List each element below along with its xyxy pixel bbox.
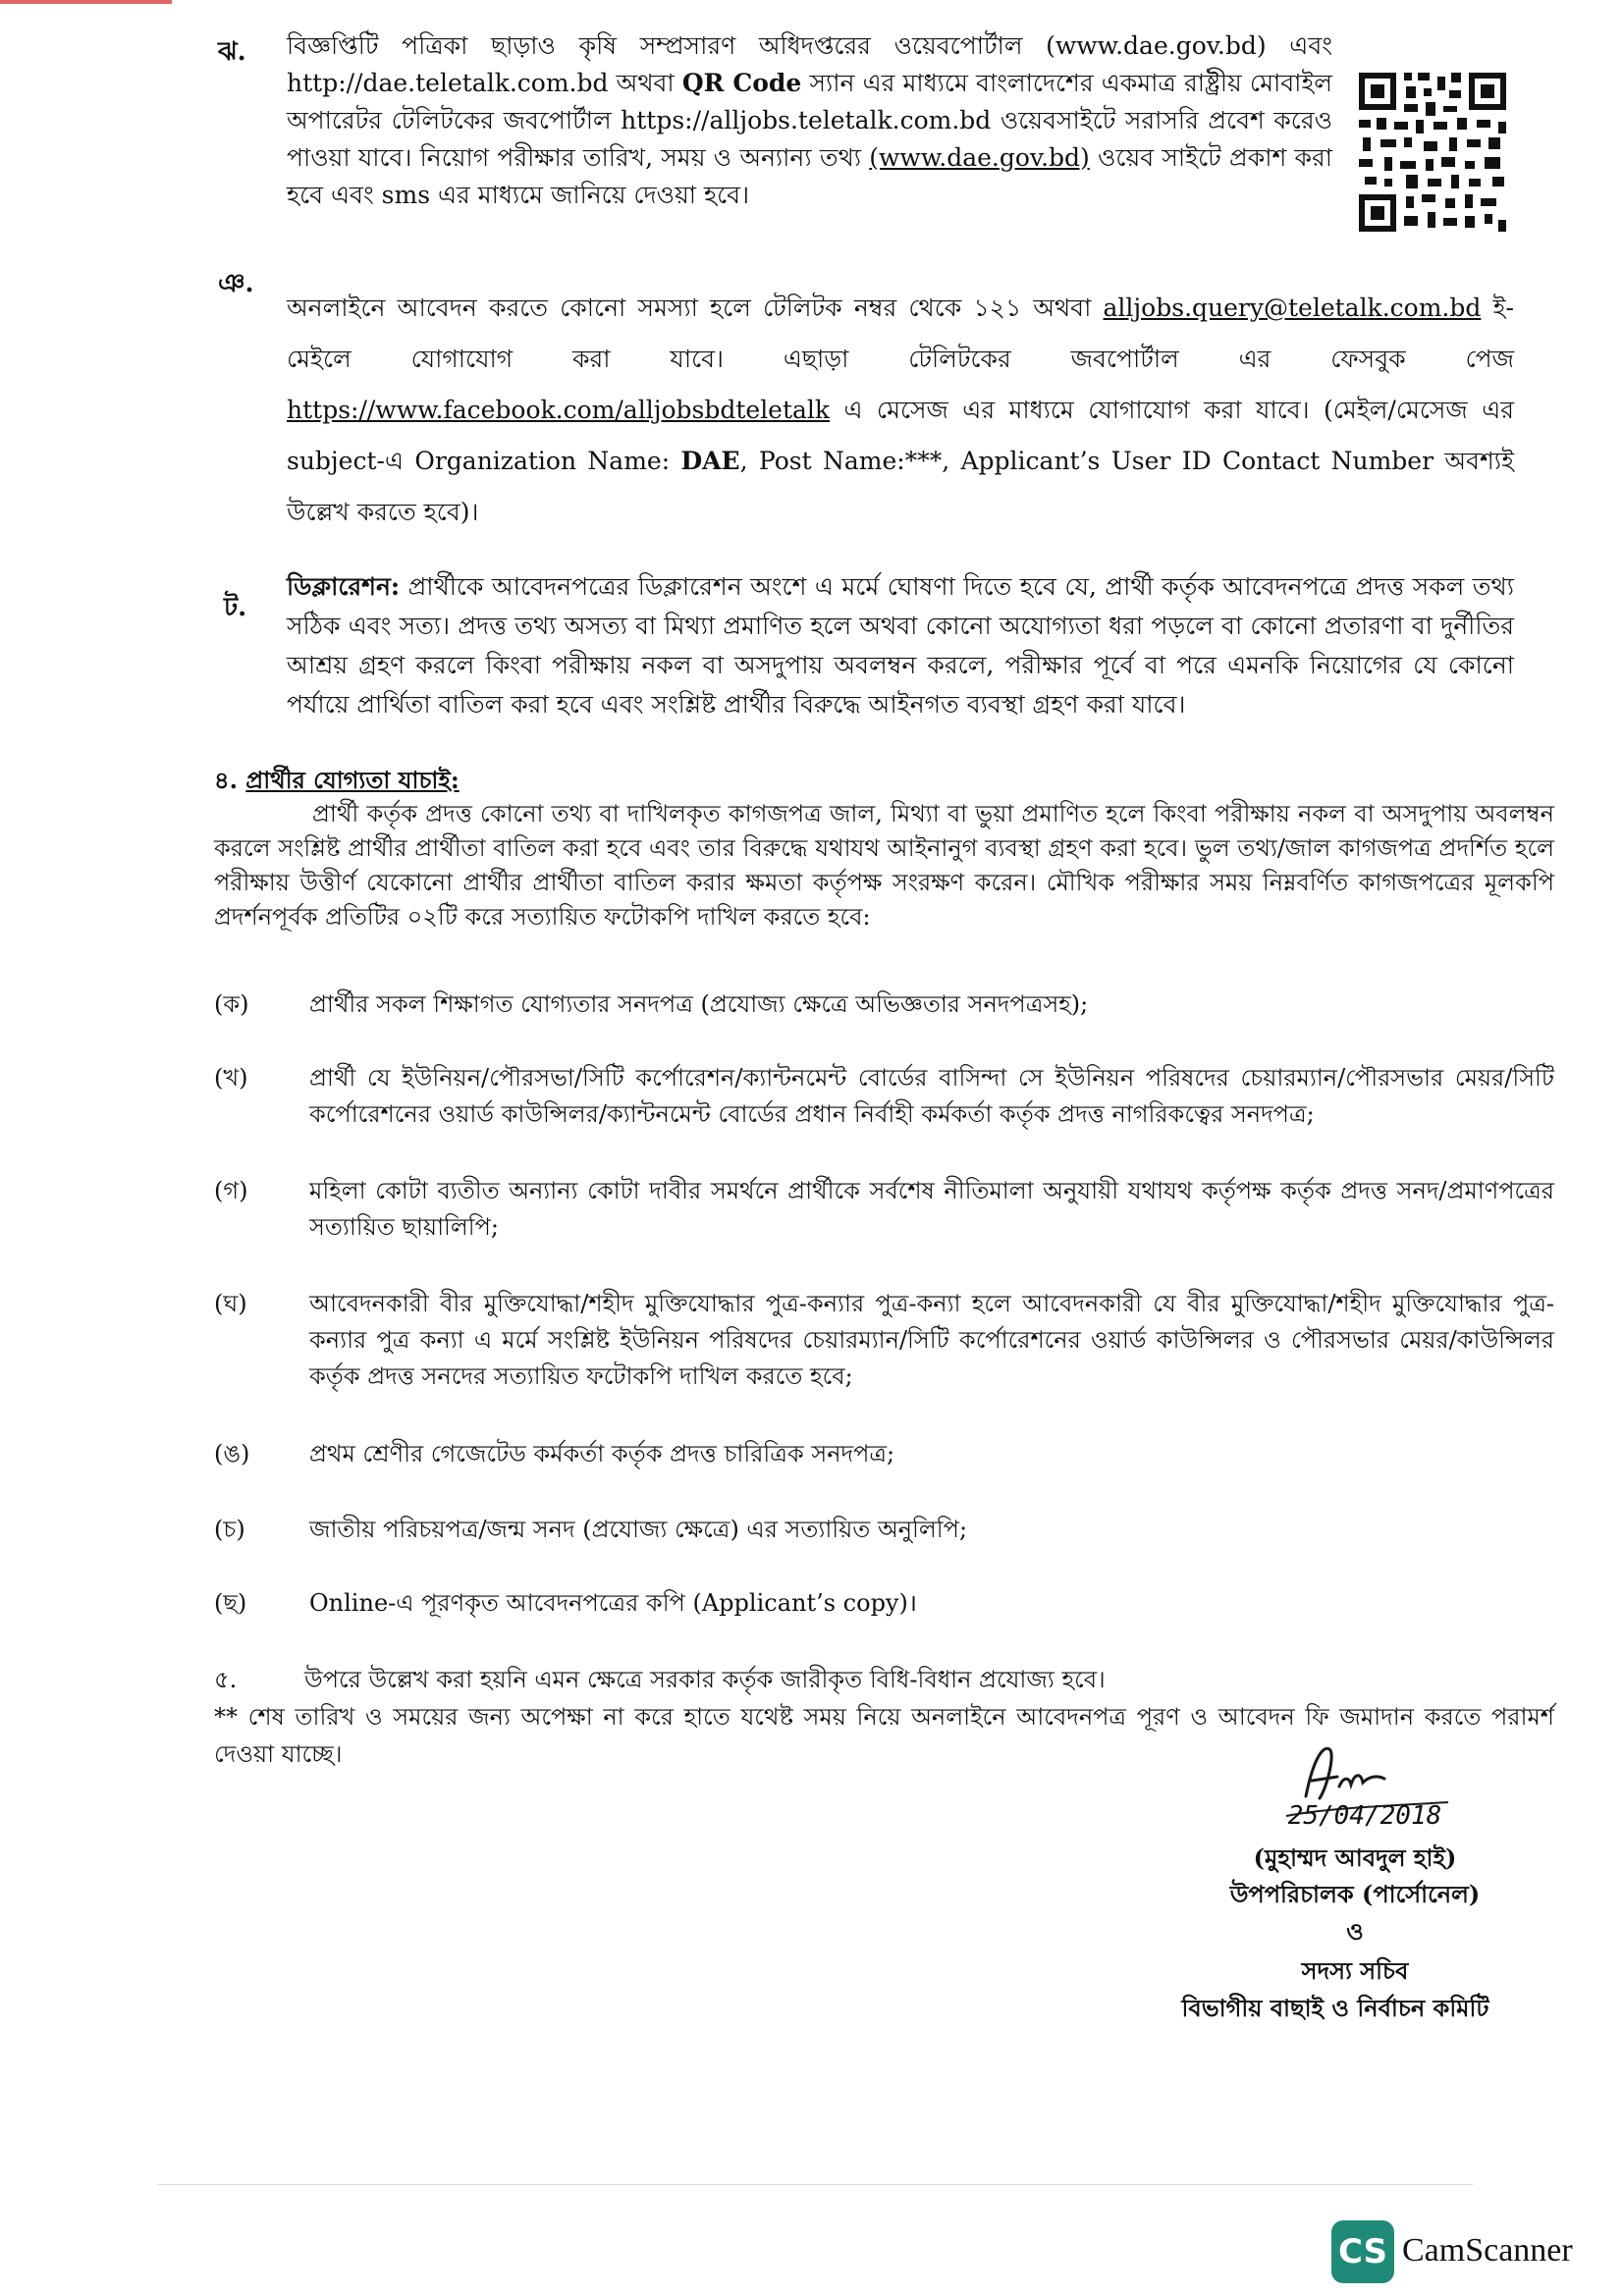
section-ta-marker: ট. xyxy=(224,593,247,622)
section-4-body: প্রার্থী কর্তৃক প্রদত্ত কোনো তথ্য বা দাখিলকৃত কাগজপত্র জাল, মিথ্যা বা ভুয়া প্রমাণিত হলে কিংবা পরীক্ষায় নকল বা অসদুপায় অবলম্বন করলে সংশ্লিষ্ট প্রার্থীর প্রার্থীতা বাতিল করা হবে এবং তার বিরুদ্ধে যথাযথ আইনানুগ ব্যবস্থা গ্রহণ করা হবে। ভুল তথ্য/জাল কাগজপত্র প্রদর্শিত হলে পরীক্ষায় উত্তীর্ণ যেকোনো প্রার্থীর প্রার্থীতা বাতিল করার ক্ষমতা কর্তৃপক্ষ সংরক্ষণ করেন। মৌখিক পরীক্ষার সময় নিম্নবর্ণিত কাগজপত্রের মূলকপি প্রদর্শনপূর্বক প্রতিটির ০২টি করে সত্যায়িত ফটোকপি দাখিল করতে হবে: xyxy=(214,800,1554,931)
section-nya-text-4: , Post Name:***, Applicant’s User ID Contact Number অবশ্যই উল্লেখ করতে হবে)। xyxy=(287,447,1514,526)
section-5-number: ৫. xyxy=(214,1666,238,1693)
section-ta-paragraph xyxy=(287,567,1514,724)
section-jha-text-1: বিজ্ঞপ্তিটি পত্রিকা ছাড়াও কৃষি সম্প্রসারণ অধিদপ্তরের ওয়েবপোর্টাল (www.dae.gov.bd) এবং http://dae.teletalk.com.bd অথবা xyxy=(287,31,1332,97)
list-item-text: প্রথম শ্রেণীর গেজেটেড কর্মকর্তা কর্তৃক প্রদত্ত চারিত্রিক সনদপত্র; xyxy=(309,1440,895,1468)
section-4-title: প্রার্থীর যোগ্যতা যাচাই: xyxy=(245,766,460,794)
signatory-committee: বিভাগীয় বাছাই ও নির্বাচন কমিটি xyxy=(1181,1994,1489,2022)
camscanner-logo-icon: CS xyxy=(1331,2220,1394,2283)
section-jha-text-2: স্যান এর মাধ্যমে বাংলাদেশের একমাত্র রাষ্ট্রীয় মোবাইল অপারেটর টেলিটকের জবপোর্টাল https://alljobs.teletalk.com.bd ওয়েবসাইটে সরাসরি প্রবেশ করেও পাওয়া যাবে। নিয়োগ পরীক্ষার তারিখ, সময় ও অন্যান্য তথ্য xyxy=(287,69,1333,172)
camscanner-watermark: CamScanner xyxy=(1402,2232,1573,2269)
dae-website-link[interactable]: (www.dae.gov.bd) xyxy=(869,143,1090,172)
section-nya-text-1: অনলাইনে আবেদন করতে কোনো সমস্যা হলে টেলিটক নম্বর থেকে ১২১ অথবা xyxy=(287,294,1104,322)
facebook-page-link[interactable]: https://www.facebook.com/alljobsbdteletalk xyxy=(287,396,831,424)
list-item-text: মহিলা কোটা ব্যতীত অন্যান্য কোটা দাবীর সমর্থনে প্রার্থীকে সর্বশেষ নীতিমালা অনুযায়ী যথাযথ কর্তৃপক্ষ কর্তৃক প্রদত্ত সনদ/প্রমাণপত্রের সত্যায়িত ছায়ালিপি; xyxy=(309,1177,1554,1241)
footer-divider xyxy=(157,2184,1473,2185)
section-jha-paragraph xyxy=(287,27,1332,214)
section-4-heading xyxy=(214,763,460,802)
list-item-text: Online-এ পূরণকৃত আবেদনপত্রের কপি (Applicant’s copy)। xyxy=(309,1589,917,1617)
section-4-number: ৪. xyxy=(214,766,238,794)
list-item-label: (ঙ) xyxy=(214,1440,250,1468)
signatory-name: (মুহাম্মদ আবদুল হাই) xyxy=(1253,1843,1457,1872)
list-item-text: প্রার্থীর সকল শিক্ষাগত যোগ্যতার সনদপত্র (প্রযোজ্য ক্ষেত্রে অভিজ্ঞতার সনদপত্রসহ); xyxy=(309,990,1089,1018)
section-jha-text-3: ওয়েব সাইটে প্রকাশ করা হবে এবং sms এর মাধ্যমে জানিয়ে দেওয়া হবে। xyxy=(287,143,1332,209)
signatory-and: ও xyxy=(1346,1917,1364,1946)
advisory-note: ** শেষ তারিখ ও সময়ের জন্য অপেক্ষা না করে হাতে যথেষ্ট সময় নিয়ে অনলাইনে আবেদনপত্র পূরণ ও আবেদন ফি জমাদান করতে পরামর্শ দেওয়া যাচ্ছে। xyxy=(214,1703,1554,1768)
section-nya-text-2: ই-মেইলে যোগাযোগ করা যাবে। এছাড়া টেলিটকের জবপোর্টাল এর ফেসবুক পেজ xyxy=(287,294,1515,373)
declaration-heading: ডিক্লারেশন: xyxy=(287,572,401,601)
list-item-label: (ক) xyxy=(214,990,249,1018)
section-nya-paragraph xyxy=(287,283,1514,538)
list-item-text: আবেদনকারী বীর মুক্তিযোদ্ধা/শহীদ মুক্তিযোদ্ধার পুত্র-কন্যার পুত্র-কন্যা হলে আবেদনকারী যে বীর মুক্তিযোদ্ধা/শহীদ মুক্তিযোদ্ধার পুত্র-কন্যার পুত্র কন্যা এ মর্মে সংশ্লিষ্ট ইউনিয়ন পরিষদের চেয়ারম্যান/সিটি কর্পোরেশনের ওয়ার্ড কাউন্সিলর ও পৌরসভার মেয়র/কাউন্সিলর কর্তৃক প্রদত্ত সনদের সত্যায়িত ফটোকপি দাখিল করতে হবে; xyxy=(309,1290,1554,1390)
qr-code-icon xyxy=(1355,69,1510,236)
list-item-text: প্রার্থী যে ইউনিয়ন/পৌরসভা/সিটি কর্পোরেশন/ক্যান্টনমেন্ট বোর্ডের বাসিন্দা সে ইউনিয়ন পরিষদের চেয়ারম্যান/পৌরসভার মেয়র/সিটি কর্পোরেশনের ওয়ার্ড কাউন্সিলর/ক্যান্টনমেন্ট বোর্ডের প্রধান নির্বাহী কর্মকর্তা কর্তৃক প্রদত্ত নাগরিকত্বের সনদপত্র; xyxy=(309,1064,1554,1128)
list-item-text: জাতীয় পরিচয়পত্র/জন্ম সনদ (প্রযোজ্য ক্ষেত্রে) এর সত্যায়িত অনুলিপি; xyxy=(309,1516,968,1543)
signatory-role: সদস্য সচিব xyxy=(1301,1956,1409,1985)
section-5 xyxy=(214,1662,1106,1701)
organization-name-dae: DAE xyxy=(680,447,740,475)
top-edge-mark xyxy=(0,0,172,4)
section-jha-marker: ঝ. xyxy=(218,37,246,67)
list-item-label: (গ) xyxy=(214,1177,248,1204)
section-5-text: উপরে উল্লেখ করা হয়নি এমন ক্ষেত্রে সরকার কর্তৃক জারীকৃত বিধি-বিধান প্রযোজ্য হবে। xyxy=(304,1666,1106,1693)
list-item-label: (চ) xyxy=(214,1516,245,1543)
signature-date: 25/04/2018 xyxy=(1287,1801,1442,1831)
section-nya-text-3: এ মেসেজ এর মাধ্যমে যোগাযোগ করা যাবে। (মেইল/মেসেজ এর subject-এ Organization Name: xyxy=(287,396,1514,475)
list-item-label: (ঘ) xyxy=(214,1290,247,1317)
signatory-title: উপপরিচালক (পার্সোনেল) xyxy=(1229,1880,1481,1908)
qr-code-bold: QR Code xyxy=(681,69,802,97)
list-item-label: (ছ) xyxy=(214,1589,247,1617)
list-item-label: (খ) xyxy=(214,1064,248,1092)
support-email-link[interactable]: alljobs.query@teletalk.com.bd xyxy=(1103,294,1482,322)
declaration-text: প্রার্থীকে আবেদনপত্রের ডিক্লারেশন অংশে এ মর্মে ঘোষণা দিতে হবে যে, প্রার্থী কর্তৃক আবেদনপত্রে প্রদত্ত সকল তথ্য সঠিক এবং সত্য। প্রদত্ত তথ্য অসত্য বা মিথ্যা প্রমাণিত হলে অথবা কোনো অযোগ্যতা ধরা পড়লে বা কোনো প্রতারণা বা দুর্নীতির আশ্রয় গ্রহণ করলে কিংবা পরীক্ষায় নকল বা অসদুপায় অবলম্বন করলে, পরীক্ষার পূর্বে বা পরে এমনকি নিয়োগের যে কোনো পর্যায়ে প্রার্থিতা বাতিল করা হবে এবং সংশ্লিষ্ট প্রার্থীর বিরুদ্ধে আইনগত ব্যবস্থা গ্রহণ করা যাবে। xyxy=(287,572,1514,719)
section-nya-marker: ঞ. xyxy=(218,269,254,298)
